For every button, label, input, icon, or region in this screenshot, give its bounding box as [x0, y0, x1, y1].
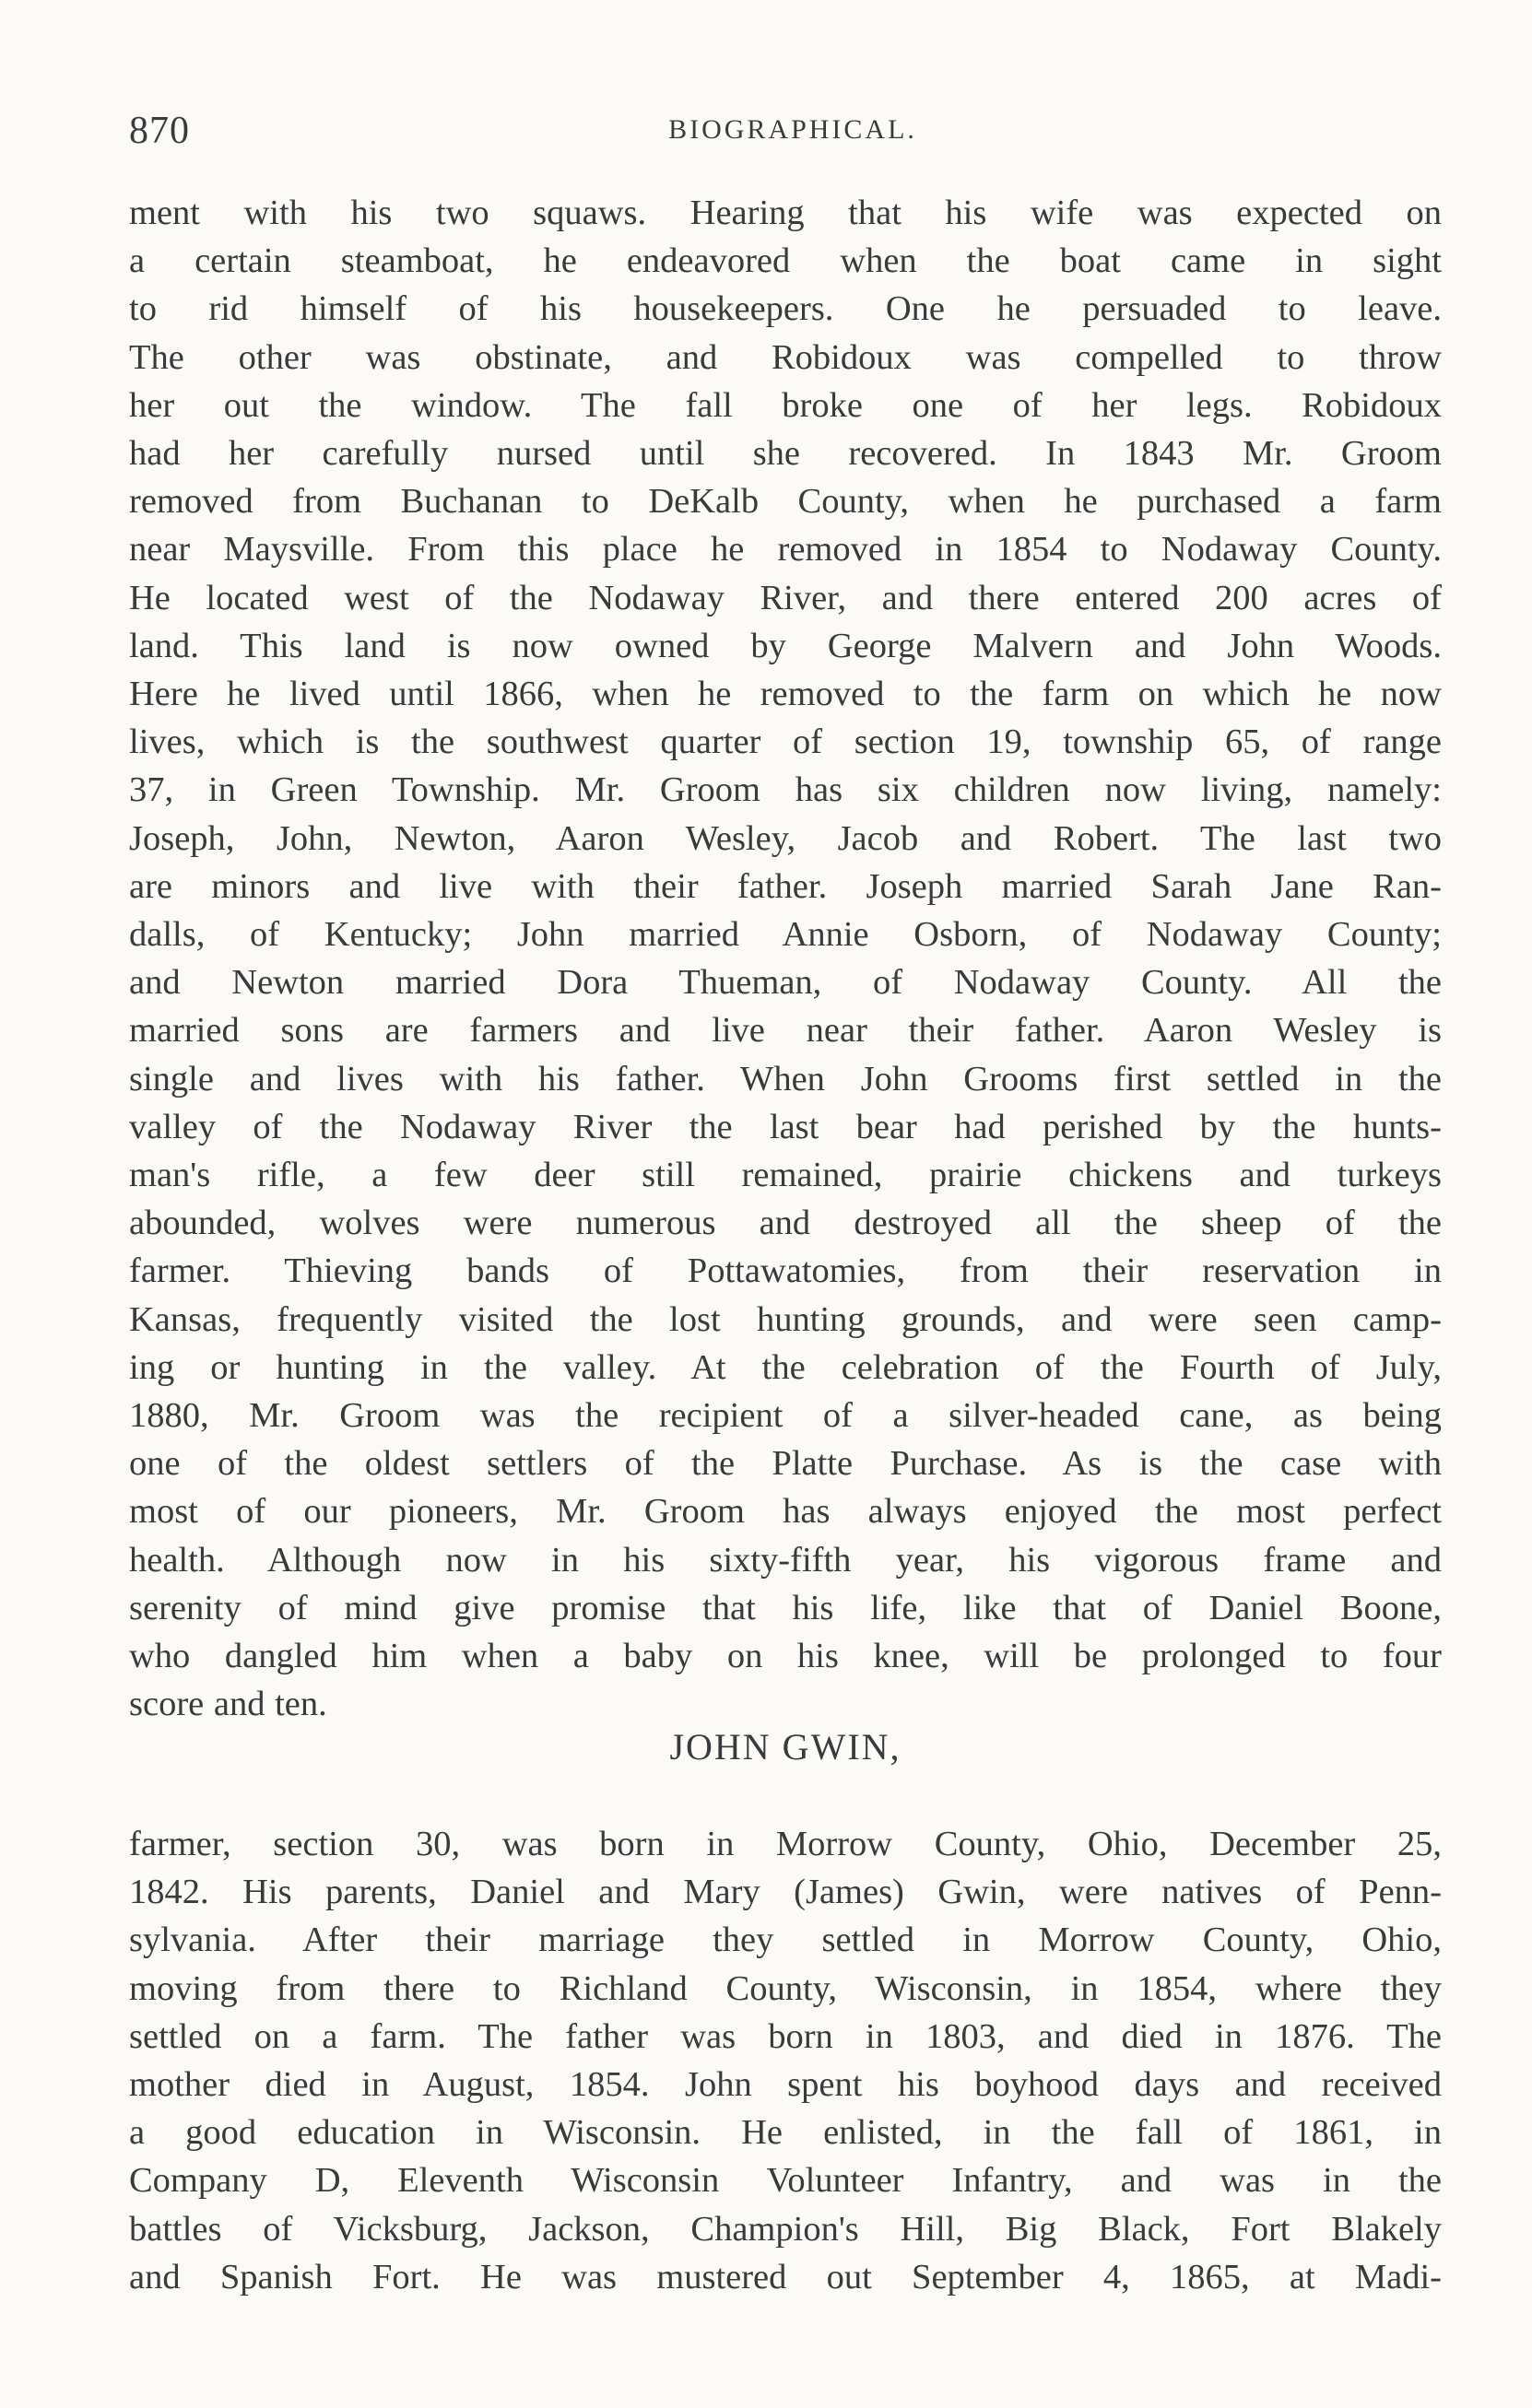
- text-line: abounded, wolves were numerous and destroyed all the sheep of the: [129, 1204, 1442, 1243]
- text-line: to rid himself of his housekeepers. One he persuaded to leave.: [129, 289, 1442, 329]
- text-line: moving from there to Richland County, Wisconsin, in 1854, where they: [129, 1968, 1442, 2008]
- text-line: valley of the Nodaway River the last bear had perished by the hunts-: [129, 1107, 1442, 1146]
- section-john-gwin-text: [129, 1820, 1442, 2301]
- text-line: 1842. His parents, Daniel and Mary (James) Gwin, were natives of Penn-: [129, 1873, 1442, 1912]
- text-line: a good education in Wisconsin. He enlisted, in the fall of 1861, in: [129, 2113, 1442, 2153]
- text-line: mother died in August, 1854. John spent his boyhood days and received: [129, 2065, 1442, 2105]
- text-line: ment with his two squaws. Hearing that his wife was expected on: [129, 194, 1442, 232]
- text-line: Here he lived until 1866, when he removed to the farm on which he now: [129, 675, 1442, 714]
- text-line: dalls, of Kentucky; John married Annie Osborn, of Nodaway County;: [129, 915, 1442, 955]
- text-line: her out the window. The fall broke one of her legs. Robidoux: [129, 385, 1442, 425]
- text-line: who dangled him when a baby on his knee, will be prolonged to four: [129, 1637, 1442, 1676]
- section-heading-john-gwin: JOHN GWIN,: [669, 1726, 902, 1768]
- text-line: near Maysville. From this place he removed in 1854 to Nodaway County.: [129, 530, 1442, 570]
- text-line: farmer. Thieving bands of Pottawatomies, from their reservation in: [129, 1251, 1442, 1291]
- text-line: removed from Buchanan to DeKalb County, when he purchased a farm: [129, 482, 1442, 522]
- text-line: Joseph, John, Newton, Aaron Wesley, Jacob and Robert. The last two: [129, 818, 1442, 858]
- text-line: land. This land is now owned by George Malvern and John Woods.: [129, 626, 1442, 665]
- text-line: farmer, section 30, was born in Morrow County, Ohio, December 25,: [129, 1825, 1442, 1863]
- text-line: and Spanish Fort. He was mustered out September 4, 1865, at Madi-: [129, 2257, 1442, 2296]
- text-line: He located west of the Nodaway River, and there entered 200 acres of: [129, 578, 1442, 617]
- text-line: score and ten.: [129, 1685, 327, 1724]
- section-robidoux-groom-text: [129, 189, 1442, 1729]
- text-line: a certain steamboat, he endeavored when the boat came in sight: [129, 241, 1442, 281]
- text-line: single and lives with his father. When John Grooms first settled in the: [129, 1059, 1442, 1098]
- text-line: and Newton married Dora Thueman, of Nodaway County. All the: [129, 963, 1442, 1003]
- text-line: lives, which is the southwest quarter of section 19, township 65, of range: [129, 722, 1442, 762]
- page-number: 870: [129, 110, 190, 152]
- text-line: battles of Vicksburg, Jackson, Champion's Hill, Big Black, Fort Blakely: [129, 2209, 1442, 2249]
- text-line: The other was obstinate, and Robidoux was compelled to throw: [129, 337, 1442, 377]
- text-line: serenity of mind give promise that his life, like that of Daniel Boone,: [129, 1588, 1442, 1627]
- text-line: 37, in Green Township. Mr. Groom has six children now living, namely:: [129, 770, 1442, 810]
- text-line: are minors and live with their father. Joseph married Sarah Jane Ran-: [129, 866, 1442, 906]
- page-header: [129, 109, 1456, 164]
- text-line: married sons are farmers and live near their father. Aaron Wesley is: [129, 1011, 1442, 1051]
- text-line: man's rifle, a few deer still remained, prairie chickens and turkeys: [129, 1156, 1442, 1195]
- text-line: health. Although now in his sixty-fifth year, his vigorous frame and: [129, 1540, 1442, 1580]
- running-head: BIOGRAPHICAL.: [668, 114, 917, 145]
- text-line: most of our pioneers, Mr. Groom has always enjoyed the most perfect: [129, 1492, 1442, 1532]
- text-line: settled on a farm. The father was born in 1803, and died in 1876. The: [129, 2016, 1442, 2056]
- text-line: sylvania. After their marriage they settled in Morrow County, Ohio,: [129, 1921, 1442, 1960]
- text-line: ing or hunting in the valley. At the celebration of the Fourth of July,: [129, 1347, 1442, 1387]
- text-line: one of the oldest settlers of the Platte Purchase. As is the case with: [129, 1444, 1442, 1484]
- text-line: Kansas, frequently visited the lost hunting grounds, and were seen camp-: [129, 1299, 1442, 1339]
- text-line: Company D, Eleventh Wisconsin Volunteer Infantry, and was in the: [129, 2161, 1442, 2201]
- text-line: had her carefully nursed until she recovered. In 1843 Mr. Groom: [129, 434, 1442, 474]
- text-line: 1880, Mr. Groom was the recipient of a silver-headed cane, as being: [129, 1396, 1442, 1436]
